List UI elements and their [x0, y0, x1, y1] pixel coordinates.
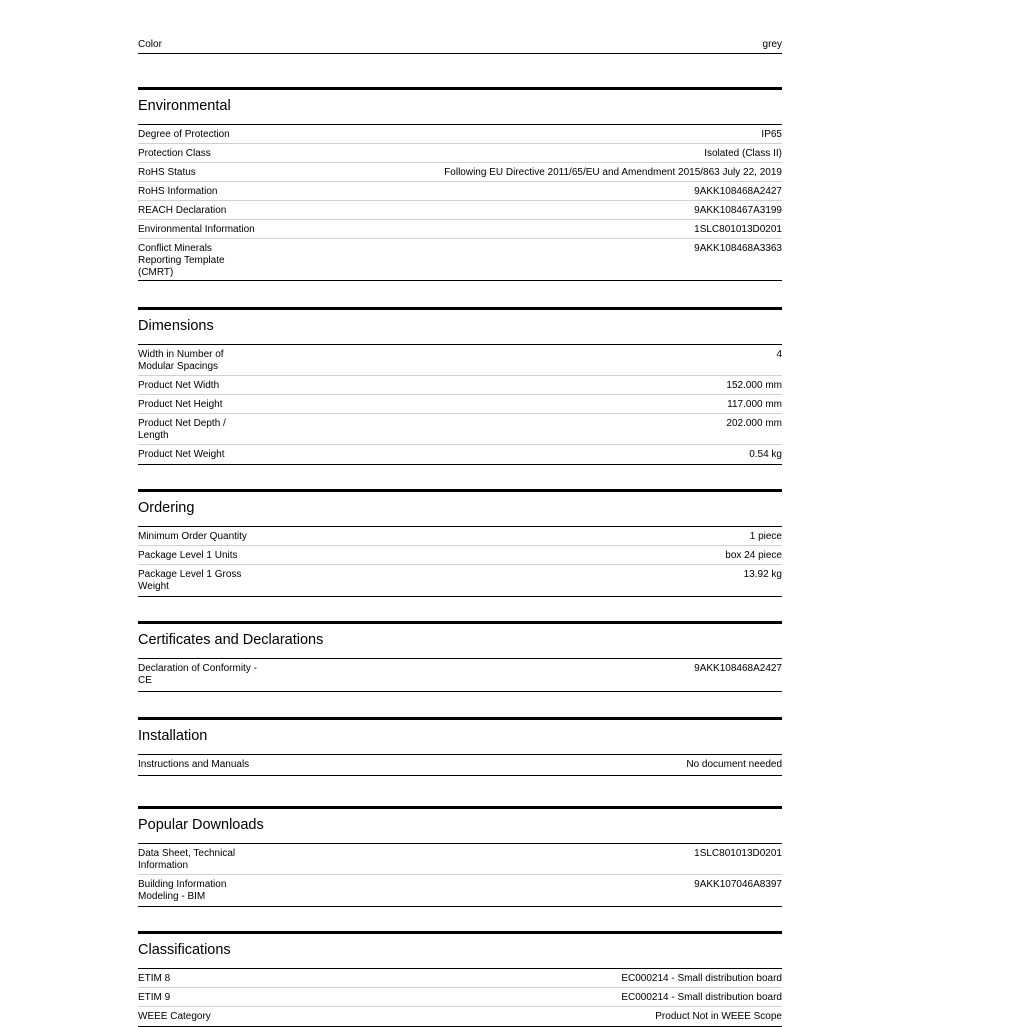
spec-value: Isolated (Class II): [704, 148, 782, 159]
spec-label: Environmental Information: [138, 224, 255, 235]
spec-label: Color: [138, 39, 162, 50]
spec-value: 9AKK108468A2427: [694, 186, 782, 197]
spec-row: [138, 182, 782, 201]
spec-row: [138, 969, 782, 988]
spec-value: No document needed: [686, 759, 782, 770]
spec-row[interactable]: [138, 875, 782, 906]
spec-label: Product Net Height: [138, 399, 223, 410]
section-title: Installation: [138, 728, 208, 744]
spec-value: 202.000 mm: [726, 418, 782, 429]
spec-label: Width in Number of Modular Spacings: [138, 349, 224, 372]
spec-row[interactable]: [138, 844, 782, 875]
spec-value: 117.000 mm: [727, 399, 782, 410]
section-popular-downloads: [138, 806, 782, 907]
section-title: Classifications: [138, 942, 231, 958]
spec-row-color: [138, 39, 782, 54]
spec-label: Product Net Width: [138, 380, 220, 391]
spec-row: [138, 345, 782, 376]
download-link[interactable]: 9AKK107046A8397: [694, 879, 782, 890]
spec-value: IP65: [761, 129, 782, 140]
spec-row: [138, 414, 782, 445]
spec-value: Following EU Directive 2011/65/EU and Amendment 2015/863 July 22, 2019: [444, 167, 782, 178]
spec-value: 1 piece: [749, 531, 782, 542]
spec-row: [138, 445, 782, 464]
spec-label: Building Information Modeling - BIM: [138, 879, 227, 902]
spec-value: EC000214 - Small distribution board: [621, 992, 782, 1003]
section-environmental: [138, 87, 782, 281]
spec-label: Package Level 1 Gross Weight: [138, 569, 242, 592]
spec-value: 0.54 kg: [749, 449, 782, 460]
spec-value: grey: [762, 39, 782, 50]
spec-row: [138, 220, 782, 239]
spec-row: [138, 239, 782, 280]
spec-row: [138, 163, 782, 182]
spec-label: Degree of Protection: [138, 129, 230, 140]
spec-row: [138, 125, 782, 144]
spec-label: ETIM 8: [138, 973, 171, 984]
spec-row: [138, 376, 782, 395]
spec-value: EC000214 - Small distribution board: [621, 973, 782, 984]
spec-value: 4: [776, 349, 782, 360]
section-ordering: [138, 489, 782, 597]
spec-row: [138, 527, 782, 546]
spec-value: 9AKK108468A2427: [694, 663, 782, 674]
spec-row: [138, 565, 782, 596]
spec-label: Package Level 1 Units: [138, 550, 238, 561]
spec-label: RoHS Status: [138, 167, 196, 178]
spec-value: 9AKK108467A3199: [694, 205, 782, 216]
spec-row: [138, 659, 782, 691]
spec-label: WEEE Category: [138, 1011, 211, 1022]
spec-row: [138, 201, 782, 220]
spec-label: Minimum Order Quantity: [138, 531, 247, 542]
spec-row: [138, 144, 782, 163]
spec-row: [138, 1007, 782, 1026]
spec-label: Product Net Depth / Length: [138, 418, 226, 441]
spec-label: ETIM 9: [138, 992, 171, 1003]
section-title: Environmental: [138, 98, 231, 114]
spec-value: 13.92 kg: [743, 569, 782, 580]
section-classifications: [138, 931, 782, 1027]
section-installation: [138, 717, 782, 776]
spec-row: [138, 546, 782, 565]
section-dimensions: [138, 307, 782, 465]
spec-label: Protection Class: [138, 148, 211, 159]
spec-value: Product Not in WEEE Scope: [655, 1011, 782, 1022]
spec-label: RoHS Information: [138, 186, 218, 197]
spec-row: [138, 755, 782, 775]
section-certificates: [138, 621, 782, 692]
section-title: Certificates and Declarations: [138, 632, 324, 648]
spec-row: [138, 988, 782, 1007]
section-title: Ordering: [138, 500, 195, 516]
spec-row: [138, 395, 782, 414]
download-link[interactable]: 1SLC801013D0201: [694, 848, 782, 859]
section-title: Dimensions: [138, 318, 214, 334]
spec-label: Data Sheet, Technical Information: [138, 848, 236, 871]
spec-value: 152.000 mm: [726, 380, 782, 391]
spec-label: Conflict Minerals Reporting Template (CMRT): [138, 243, 225, 278]
spec-value: box 24 piece: [725, 550, 782, 561]
spec-label: Declaration of Conformity - CE: [138, 663, 257, 686]
section-title: Popular Downloads: [138, 817, 264, 833]
spec-label: Instructions and Manuals: [138, 759, 250, 770]
spec-label: Product Net Weight: [138, 449, 225, 460]
spec-value: 1SLC801013D0201: [694, 224, 782, 235]
spec-value: 9AKK108468A3363: [694, 243, 782, 254]
spec-label: REACH Declaration: [138, 205, 227, 216]
